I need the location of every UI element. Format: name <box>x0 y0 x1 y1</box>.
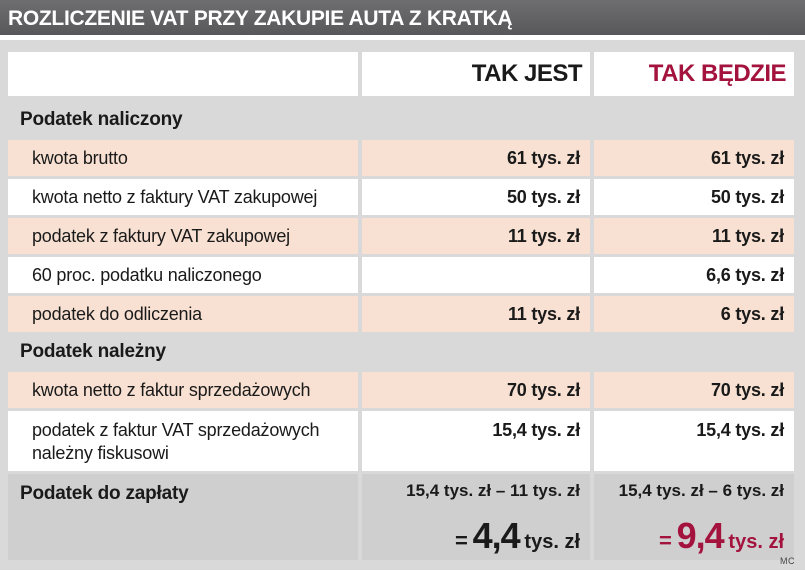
payable-future-cell <box>594 474 794 560</box>
section-heading-output-tax <box>8 332 794 372</box>
payable-future-value: 9,4 <box>676 515 724 556</box>
table-row <box>8 372 794 408</box>
row-label: podatek do odliczenia <box>8 296 358 332</box>
table-frame <box>0 40 805 570</box>
row-label: kwota netto z faktur sprzedażowych <box>8 372 358 408</box>
row-value-current: 70 tys. zł <box>362 372 590 408</box>
payable-current-cell <box>362 474 590 560</box>
section-label: Podatek naliczony <box>20 109 183 130</box>
payable-future-unit: tys. zł <box>728 531 784 553</box>
table-row <box>8 218 794 254</box>
row-label-line: podatek z faktur VAT sprzedażowych <box>32 420 320 440</box>
header-empty-cell <box>8 52 358 96</box>
row-value-future: 11 tys. zł <box>594 218 794 254</box>
row-label-line: należny fiskusowi <box>32 443 169 463</box>
row-value-future: 6 tys. zł <box>594 296 794 332</box>
table-row <box>8 257 794 293</box>
table-row <box>8 140 794 176</box>
row-value-future: 70 tys. zł <box>594 372 794 408</box>
payable-label: Podatek do zapłaty <box>8 474 358 560</box>
row-value-future: 15,4 tys. zł <box>594 411 794 471</box>
row-label: kwota brutto <box>8 140 358 176</box>
payable-current-unit: tys. zł <box>524 531 580 553</box>
payable-row <box>8 474 794 560</box>
row-value-current: 11 tys. zł <box>362 296 590 332</box>
row-value-future: 61 tys. zł <box>594 140 794 176</box>
payable-current-value: 4,4 <box>472 515 520 556</box>
row-value-current: 11 tys. zł <box>362 218 590 254</box>
payable-current-calculation: 15,4 tys. zł – 11 tys. zł <box>406 481 580 500</box>
equals-sign: = <box>659 528 672 553</box>
row-value-current <box>362 257 590 293</box>
row-label: kwota netto z faktury VAT zakupowej <box>8 179 358 215</box>
equals-sign: = <box>455 528 468 553</box>
row-label: podatek z faktury VAT zakupowej <box>8 218 358 254</box>
table-row <box>8 296 794 332</box>
row-label <box>8 411 358 471</box>
section-heading-input-tax <box>8 100 794 140</box>
column-header-current: TAK JEST <box>362 52 590 96</box>
payable-future-result <box>659 515 784 556</box>
row-value-future: 50 tys. zł <box>594 179 794 215</box>
row-value-future: 6,6 tys. zł <box>594 257 794 293</box>
payable-future-calculation: 15,4 tys. zł – 6 tys. zł <box>618 481 784 500</box>
header-row <box>8 52 794 96</box>
column-header-future: TAK BĘDZIE <box>594 52 794 96</box>
row-value-current: 15,4 tys. zł <box>362 411 590 471</box>
table-row <box>8 179 794 215</box>
author-credit: MC <box>780 556 795 566</box>
row-value-current: 50 tys. zł <box>362 179 590 215</box>
payable-current-result <box>455 515 580 556</box>
section-label: Podatek należny <box>20 341 166 362</box>
table-title: ROZLICZENIE VAT PRZY ZAKUPIE AUTA Z KRATKĄ <box>0 0 805 38</box>
table-row <box>8 411 794 471</box>
row-label: 60 proc. podatku naliczonego <box>8 257 358 293</box>
row-value-current: 61 tys. zł <box>362 140 590 176</box>
